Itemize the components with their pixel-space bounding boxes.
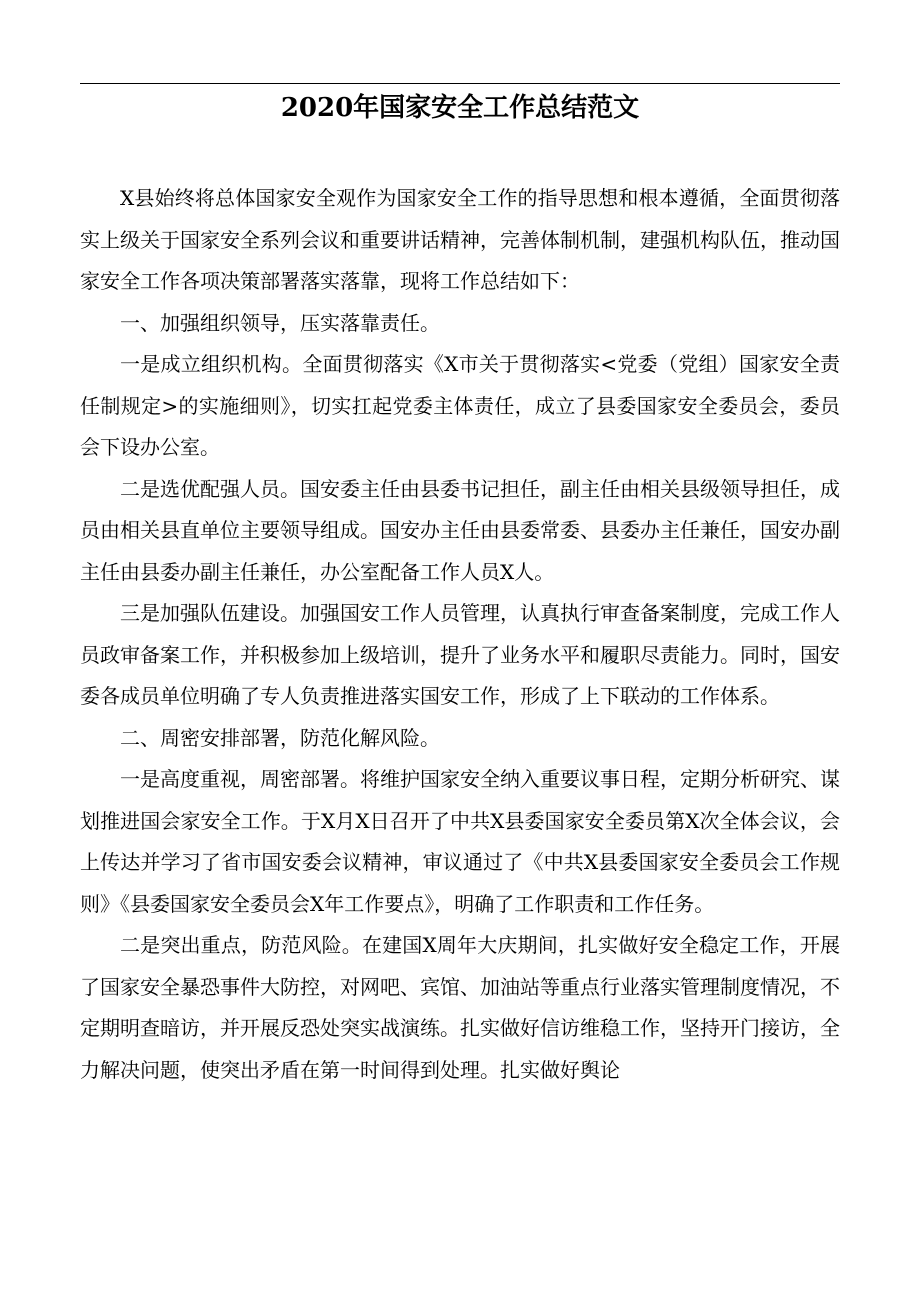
document-title: 2020年国家安全工作总结范文 [280,93,640,123]
paragraph: 二是突出重点，防范风险。在建国X周年大庆期间，扎实做好安全稳定工作，开展了国家安全暴恐事件大防控，对网吧、宾馆、加油站等重点行业落实管理制度情况，不定期明查暗访，并开展反恐处突实战演练。扎实做好信访维稳工作，坚持开门接访，全力解决问题，使突出矛盾在第一时间得到处理。扎实做好舆论 [80,933,840,1082]
section-heading-2: 二、周密安排部署，防范化解风险。 [120,725,440,750]
section-heading-1: 一、加强组织领导，压实落靠责任。 [120,310,440,335]
paragraph: 一是成立组织机构。全面贯彻落实《X市关于贯彻落实<党委（党组）国家安全责任制规定>的实施细则》，切实扛起党委主体责任，成立了县委国家安全委员会，委员会下设办公室。 [80,352,840,459]
paragraph: 二是选优配强人员。国安委主任由县委书记担任，副主任由相关县级领导担任，成员由相关县直单位主要领导组成。国安办主任由县委常委、县委办主任兼任，国安办副主任由县委办副主任兼任，办公室配备工作人员X人。 [80,476,840,584]
header-rule [80,83,840,84]
paragraph-intro: X县始终将总体国家安全观作为国家安全工作的指导思想和根本遵循，全面贯彻落实上级关于国家安全系列会议和重要讲话精神，完善体制机制，建强机构队伍，推动国家安全工作各项决策部署落实落靠，现将工作总结如下： [80,186,840,293]
paragraph: 三是加强队伍建设。加强国安工作人员管理，认真执行审查备案制度，完成工作人员政审备案工作，并积极参加上级培训，提升了业务水平和履职尽责能力。同时，国安委各成员单位明确了专人负责推进落实国安工作，形成了上下联动的工作体系。 [80,601,840,708]
document-body [80,178,840,1091]
paragraph: 一是高度重视，周密部署。将维护国家安全纳入重要议事日程，定期分析研究、谋划推进国会家安全工作。于X月X日召开了中共X县委国家安全委员第X次全体会议，会上传达并学习了省市国安委会议精神，审议通过了《中共X县委国家安全委员会工作规则》《县委国家安全委员会X年工作要点》，明确了工作职责和工作任务。 [80,767,840,916]
